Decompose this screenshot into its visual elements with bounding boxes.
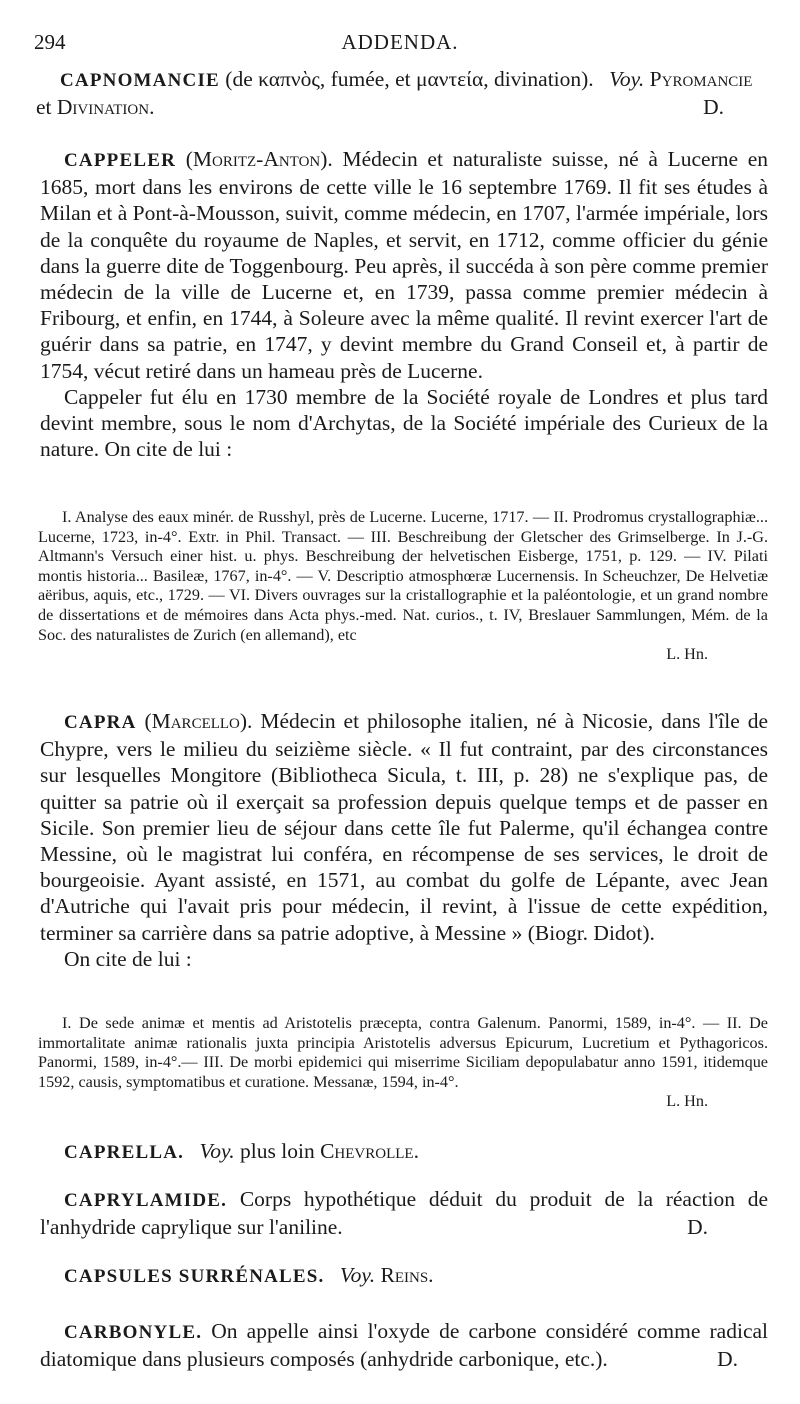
- cappeler-works: [38, 508, 768, 665]
- signature: D.: [717, 1347, 738, 1372]
- entry-capra: [40, 708, 768, 972]
- entry-text: et: [36, 95, 52, 120]
- entry-text: plus loin: [240, 1139, 315, 1163]
- entry-text: Corps hypothétique déduit du produit de la réaction de l'anhydride caprylique sur l'aniline.: [40, 1187, 768, 1240]
- headword: CARBONYLE.: [64, 1322, 203, 1343]
- entry-text: (de καπνὸς, fumée, et μαντεία, divination).: [225, 67, 594, 91]
- headword: CAPRYLAMIDE.: [64, 1190, 228, 1211]
- bibliography: I. Analyse des eaux minér. de Russhyl, près de Lucerne. Lucerne, 1717. — II. Prodromus crystallographiæ... Lucerne, 1723, in-4°. Extr. in Phil. Transact. — III. Beschreibung der Gletscher des Grimselberge. In J.-G. Altmann's Versuch einer hist. u. phys. Beschreibung der helvetischen Eisberge, 1751, p. 129. — IV. Pilati montis historia... Basileæ, 1767, in-4°. — V. Descriptio atmosphœræ Lucernensis. In Scheuchzer, De Helvetiæ aëribus, aquis, etc., 1729. — VI. Divers ouvrages sur la cristallographie et la paléontologie, et un grand nombre de dissertations et de mémoires dans Acta phys.-med. Nat. curios., t. IV, Breslauer Sammlungen, Mém. de la Soc. des naturalistes de Zurich (en allemand), etc: [38, 508, 768, 644]
- entry-text: On cite de lui :: [64, 946, 192, 971]
- entry-caprella: [64, 1138, 768, 1166]
- entry-capnomancie: [36, 66, 768, 120]
- entry-text: On appelle ainsi l'oxyde de carbone considéré comme radical diatomique dans plusieurs composés (anhydride carbonique, etc.).: [40, 1319, 769, 1372]
- headword: CAPPELER: [64, 150, 176, 171]
- running-title: ADDENDA.: [341, 30, 459, 54]
- entry-text: Médecin et philosophe italien, né à Nicosie, dans l'île de Chypre, vers le milieu du seizième siècle. « Il fut contraint, par des circonstances sur lesquelles Mongitore (Bibliotheca Sicula, t. III, p. 28) ne s'explique pas, de quitter sa patrie où il exerçait sa profession depuis quelque temps et de passer en Sicile. Son premier lieu de séjour dans cette île fut Palerme, qu'il échangea contre Messine, où le magistrat lui conféra, en récompense de ses services, le droit de bourgeoisie. Ayant assisté, en 1571, au combat du golfe de Lépante, avec Jean d'Autriche qui l'avait pris pour médecin, il revint, à l'issue de cette expédition, terminer sa carrière dans sa patrie adoptive, à Messine » (Biogr. Didot).: [40, 709, 769, 945]
- page-header: [34, 30, 766, 60]
- voy-label: Voy.: [339, 1263, 376, 1287]
- cross-reference: Chevrolle.: [320, 1139, 419, 1163]
- headword: CAPRA: [64, 712, 137, 733]
- voy-label: Voy.: [199, 1139, 235, 1163]
- signature: L. Hn.: [666, 645, 708, 664]
- entry-text: Cappeler fut élu en 1730 membre de la Société royale de Londres et plus tard devint membre, sous le nom d'Archytas, de la Société impériale des Curieux de la nature. On cite de lui :: [40, 384, 768, 462]
- cross-reference: Reins.: [380, 1263, 434, 1287]
- headword: CAPRELLA.: [64, 1142, 185, 1163]
- headword: CAPSULES SURRÉNALES.: [64, 1266, 325, 1287]
- person-name: (Marcello).: [144, 709, 253, 733]
- signature: L. Hn.: [666, 1092, 708, 1111]
- cross-reference: Divination.: [56, 95, 155, 120]
- person-name: (Moritz-Anton).: [185, 147, 333, 171]
- voy-label: Voy.: [609, 67, 645, 91]
- entry-carbonyle: [40, 1318, 768, 1372]
- bibliography: I. De sede animæ et mentis ad Aristotelis præcepta, contra Galenum. Panormi, 1589, in-4°. — II. De immortalitate animæ rationalis juxta principia Aristotelis adversus Epicurum, Lucretium et Pythagoricos. Panormi, 1589, in-4°.— III. De morbi epidemici qui miserrime Siciliam depopulabatur anno 1591, itidemque 1592, causis, symptomatibus et curatione. Messanæ, 1594, in-4°.: [38, 1014, 768, 1091]
- entry-text: Médecin et naturaliste suisse, né à Lucerne en 1685, mort dans les environs de cette ville le 16 septembre 1769. Il fit ses études à Milan et à Pont-à-Mousson, suivit, comme médecin, en 1707, l'armée impériale, lors de la conquête du royaume de Naples, et servit, en 1712, comme officier du génie dans la guerre dite de Toggenbourg. Peu après, il succéda à son père comme premier médecin de la ville de Lucerne et, en 1739, passa comme premier médecin à Fribourg, et enfin, en 1744, à Soleure avec la même qualité. Il revint exercer l'art de guérir dans sa patrie, en 1747, y devint membre du Grand Conseil et, à partir de 1754, vécut retiré dans un hameau près de Lucerne.: [40, 147, 769, 383]
- capra-works: [38, 1014, 768, 1112]
- page-number: 294: [34, 30, 66, 54]
- headword: CAPNOMANCIE: [60, 70, 220, 91]
- entry-caprylamide: [40, 1186, 768, 1240]
- signature: D.: [703, 95, 724, 120]
- entry-cappeler: [40, 146, 768, 462]
- entry-capsules: [64, 1262, 768, 1290]
- cross-reference: Pyromancie: [649, 67, 753, 91]
- signature: D.: [687, 1215, 708, 1240]
